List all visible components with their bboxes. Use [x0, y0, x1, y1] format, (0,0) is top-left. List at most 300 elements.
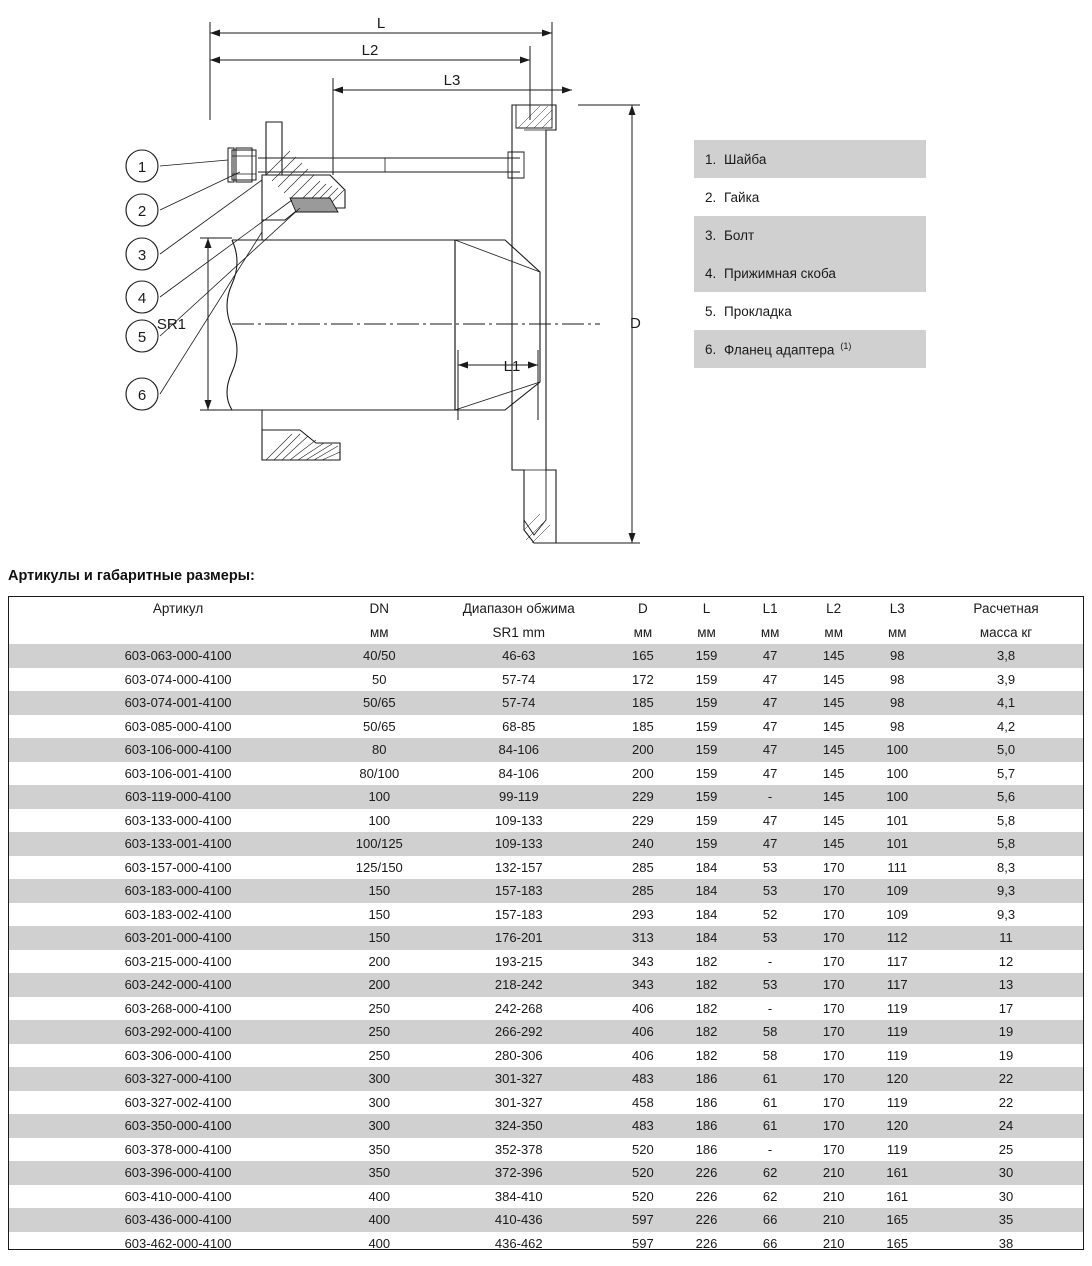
cell-l3: 119	[886, 1141, 908, 1157]
table-row	[9, 926, 1083, 950]
cell-range: 436-462	[494, 1235, 543, 1251]
cell-dn: 300	[332, 1114, 426, 1138]
cell-dn: 150	[368, 906, 391, 922]
cell-mass: 17	[998, 1000, 1014, 1016]
cell-l1: 62	[762, 1188, 778, 1204]
cell-dn: 200	[368, 953, 391, 969]
table-row	[9, 1044, 1083, 1068]
cell-l: 184	[695, 859, 718, 875]
cell-l3: 100	[865, 738, 929, 762]
cell-l2: 170	[822, 859, 845, 875]
cell-l3: 112	[865, 926, 929, 950]
cell-d: 343	[632, 953, 654, 969]
cell-dn: 350	[332, 1161, 426, 1185]
cell-l: 184	[675, 879, 739, 903]
table-row	[9, 715, 1083, 739]
table-row	[9, 1114, 1083, 1138]
cell-l2: 145	[822, 812, 845, 828]
cell-d: 185	[632, 718, 654, 734]
cell-l3: 111	[887, 859, 908, 875]
cell-article: 603-350-000-4100	[9, 1114, 332, 1138]
cell-l: 186	[675, 1114, 739, 1138]
dimensions-table	[9, 597, 1083, 1255]
dim-label-L: L	[376, 15, 386, 32]
header-article: Артикул	[152, 601, 204, 616]
cell-range: 68-85	[502, 718, 536, 734]
cell-d: 185	[611, 691, 675, 715]
cell-d: 200	[611, 738, 675, 762]
cell-l1: 61	[738, 1114, 802, 1138]
table-heading: Артикулы и габаритные размеры:	[8, 568, 255, 584]
cell-l: 182	[675, 1020, 739, 1044]
cell-dn: 80	[332, 738, 426, 762]
cell-range: 84-106	[426, 738, 611, 762]
table-row	[9, 997, 1083, 1021]
header-range-unit: SR1 mm	[492, 624, 546, 640]
cell-range: 280-306	[494, 1047, 543, 1063]
dimensions-table-wrapper	[8, 596, 1084, 1250]
cell-l2: 210	[802, 1208, 866, 1232]
cell-d: 483	[611, 1114, 675, 1138]
cell-l1: 47	[762, 765, 778, 781]
cell-article: 603-378-000-4100	[124, 1141, 232, 1157]
cell-mass: 25	[998, 1141, 1014, 1157]
header-l-unit: мм	[697, 624, 716, 640]
cell-l2: 145	[802, 691, 866, 715]
cell-mass: 22	[998, 1094, 1014, 1110]
legend-label-2: Гайка	[724, 189, 760, 205]
cell-l1: 47	[762, 718, 778, 734]
cell-l1: 66	[762, 1235, 778, 1251]
cell-l3: 161	[886, 1188, 909, 1204]
cell-dn: 250	[332, 1020, 426, 1044]
table-row	[9, 879, 1083, 903]
legend-number-6: 6.	[705, 341, 717, 357]
cell-article: 603-436-000-4100	[9, 1208, 332, 1232]
dim-label-L1: L1	[503, 358, 521, 375]
cell-range: 157-183	[426, 879, 611, 903]
header-dn-unit: мм	[370, 624, 389, 640]
cell-range: 242-268	[494, 1000, 543, 1016]
cell-l3: 100	[886, 765, 909, 781]
cell-article: 603-133-000-4100	[124, 812, 232, 828]
cell-l2: 170	[802, 1114, 866, 1138]
cell-l3: 119	[865, 1020, 929, 1044]
cell-l: 159	[695, 671, 718, 687]
table-row	[9, 1208, 1083, 1232]
dim-label-L2: L2	[361, 42, 379, 59]
cell-l: 226	[695, 1235, 718, 1251]
cell-dn: 50/65	[363, 718, 396, 734]
header-l: L	[702, 601, 711, 616]
cell-l: 159	[695, 765, 718, 781]
table-row	[9, 785, 1083, 809]
header-d: D	[638, 601, 648, 616]
cell-article: 603-133-001-4100	[9, 832, 332, 856]
cell-l2: 170	[822, 1000, 845, 1016]
cell-mass: 19	[929, 1020, 1083, 1044]
cell-l3: 98	[865, 644, 929, 668]
cell-range: 372-396	[426, 1161, 611, 1185]
cell-l1: 47	[738, 691, 802, 715]
cell-dn: 40/50	[332, 644, 426, 668]
cell-dn: 100	[332, 785, 426, 809]
cell-l: 182	[695, 953, 718, 969]
cell-article: 603-201-000-4100	[9, 926, 332, 950]
cell-l2: 145	[802, 785, 866, 809]
cell-l2: 170	[822, 1047, 845, 1063]
dim-label-SR1: SR1	[156, 316, 186, 333]
cell-mass: 11	[929, 926, 1083, 950]
cell-article: 603-242-000-4100	[9, 973, 332, 997]
header-mass-unit: масса кг	[979, 624, 1033, 640]
cell-d: 285	[611, 879, 675, 903]
technical-drawing	[0, 0, 1092, 560]
table-header-row-1	[9, 597, 1083, 621]
cell-mass: 5,8	[997, 812, 1016, 828]
cell-l2: 170	[802, 973, 866, 997]
cell-l3: 98	[890, 718, 905, 734]
cell-range: 132-157	[494, 859, 543, 875]
cell-l2: 170	[822, 906, 845, 922]
legend-number-2: 2.	[705, 189, 717, 205]
cell-l1: 47	[762, 812, 778, 828]
table-row	[9, 1138, 1083, 1162]
cell-d: 229	[632, 812, 654, 828]
cell-l2: 170	[802, 1020, 866, 1044]
cell-mass: 3,9	[997, 671, 1016, 687]
header-range: Диапазон обжима	[462, 601, 575, 616]
cell-range: 193-215	[494, 953, 543, 969]
cell-l3: 120	[865, 1067, 929, 1091]
cell-range: 157-183	[494, 906, 543, 922]
cell-mass: 3,8	[929, 644, 1083, 668]
cell-mass: 5,7	[997, 765, 1016, 781]
cell-mass: 19	[998, 1047, 1014, 1063]
legend-label-4: Прижимная скоба	[724, 265, 836, 281]
cell-l1: 52	[762, 906, 778, 922]
cell-l: 182	[675, 973, 739, 997]
table-row	[9, 1185, 1083, 1209]
cell-article: 603-106-001-4100	[124, 765, 232, 781]
cell-range: 266-292	[426, 1020, 611, 1044]
cell-dn: 50	[372, 671, 387, 687]
cell-l: 226	[675, 1208, 739, 1232]
cell-l1: 58	[762, 1047, 778, 1063]
cell-l3: 165	[865, 1208, 929, 1232]
cell-mass: 5,6	[929, 785, 1083, 809]
table-row	[9, 809, 1083, 833]
cell-mass: 30	[929, 1161, 1083, 1185]
header-l3-unit: мм	[888, 624, 907, 640]
table-row	[9, 1232, 1083, 1256]
cell-range: 176-201	[426, 926, 611, 950]
cell-range: 99-119	[426, 785, 611, 809]
cell-l1: -	[738, 785, 802, 809]
cell-d: 240	[611, 832, 675, 856]
cell-range: 57-74	[426, 691, 611, 715]
cell-l1: 53	[738, 973, 802, 997]
cell-dn: 125/150	[355, 859, 403, 875]
cell-range: 301-327	[426, 1067, 611, 1091]
cell-article: 603-119-000-4100	[9, 785, 332, 809]
cell-dn: 250	[368, 1000, 391, 1016]
cell-mass: 5,0	[929, 738, 1083, 762]
cell-mass: 38	[998, 1235, 1014, 1251]
cell-l1: 66	[738, 1208, 802, 1232]
table-row	[9, 691, 1083, 715]
cell-mass: 5,8	[929, 832, 1083, 856]
cell-range: 410-436	[426, 1208, 611, 1232]
cell-l3: 109	[865, 879, 929, 903]
cell-mass: 35	[929, 1208, 1083, 1232]
cell-mass: 8,3	[997, 859, 1016, 875]
cell-dn: 400	[368, 1188, 391, 1204]
cell-article: 603-157-000-4100	[124, 859, 232, 875]
cell-l1: 47	[738, 832, 802, 856]
legend-number-1: 1.	[705, 151, 717, 167]
cell-article: 603-183-002-4100	[124, 906, 232, 922]
table-row	[9, 1020, 1083, 1044]
callout-3: 3	[137, 247, 147, 264]
cell-l: 159	[675, 785, 739, 809]
adapter-flange-drawing	[0, 0, 700, 560]
cell-d: 406	[632, 1047, 654, 1063]
header-d-unit: мм	[633, 624, 653, 640]
cell-l1: 47	[738, 738, 802, 762]
legend-label-1: Шайба	[724, 151, 767, 167]
cell-l1: 47	[738, 644, 802, 668]
table-header-row-2	[9, 621, 1083, 645]
cell-d: 520	[632, 1141, 654, 1157]
cell-range: 84-106	[498, 765, 540, 781]
cell-range: 109-133	[494, 812, 543, 828]
cell-dn: 300	[332, 1067, 426, 1091]
cell-d: 520	[611, 1161, 675, 1185]
cell-l: 159	[695, 718, 718, 734]
cell-l3: 120	[865, 1114, 929, 1138]
dim-label-L3: L3	[443, 72, 461, 89]
cell-article: 603-306-000-4100	[124, 1047, 232, 1063]
cell-mass: 4,2	[997, 718, 1016, 734]
cell-l2: 145	[822, 671, 845, 687]
cell-dn: 50/65	[332, 691, 426, 715]
cell-l3: 98	[865, 691, 929, 715]
cell-l1: 53	[738, 879, 802, 903]
table-row	[9, 668, 1083, 692]
cell-l: 184	[695, 906, 718, 922]
cell-article: 603-327-002-4100	[124, 1094, 232, 1110]
cell-l3: 119	[886, 1047, 908, 1063]
cell-d: 597	[611, 1208, 675, 1232]
cell-l3: 119	[886, 1094, 908, 1110]
cell-l3: 165	[886, 1235, 909, 1251]
cell-d: 229	[611, 785, 675, 809]
cell-mass: 24	[929, 1114, 1083, 1138]
cell-l1: 53	[738, 926, 802, 950]
cell-l2: 145	[802, 738, 866, 762]
cell-d: 597	[632, 1235, 654, 1251]
cell-dn: 80/100	[359, 765, 400, 781]
cell-d: 313	[611, 926, 675, 950]
cell-article: 603-085-000-4100	[124, 718, 232, 734]
cell-l2: 145	[802, 644, 866, 668]
cell-l1: 58	[738, 1020, 802, 1044]
legend-label-6-text: Фланец адаптера	[724, 342, 835, 358]
cell-mass: 30	[998, 1188, 1014, 1204]
cell-dn: 250	[368, 1047, 391, 1063]
cell-l: 159	[675, 691, 739, 715]
cell-article: 603-074-000-4100	[124, 671, 232, 687]
cell-d: 165	[611, 644, 675, 668]
cell-l2: 210	[802, 1161, 866, 1185]
cell-dn: 400	[332, 1208, 426, 1232]
cell-l3: 117	[865, 973, 929, 997]
header-article-unit	[9, 621, 332, 645]
table-row	[9, 856, 1083, 880]
cell-l3: 100	[865, 785, 929, 809]
legend-number-4: 4.	[705, 265, 717, 281]
cell-l: 159	[675, 644, 739, 668]
cell-l3: 117	[886, 953, 908, 969]
cell-article: 603-327-000-4100	[9, 1067, 332, 1091]
cell-d: 483	[611, 1067, 675, 1091]
cell-range: 324-350	[426, 1114, 611, 1138]
cell-mass: 22	[929, 1067, 1083, 1091]
cell-l2: 210	[822, 1235, 845, 1251]
cell-l1: 62	[738, 1161, 802, 1185]
cell-l2: 170	[822, 1094, 845, 1110]
cell-article: 603-462-000-4100	[124, 1235, 232, 1251]
cell-l: 159	[695, 812, 718, 828]
cell-article: 603-074-001-4100	[9, 691, 332, 715]
header-l2-unit: мм	[824, 624, 843, 640]
table-row	[9, 738, 1083, 762]
cell-d: 406	[611, 1020, 675, 1044]
legend-label-5: Прокладка	[724, 303, 792, 319]
legend-item-3	[694, 216, 926, 254]
cell-dn: 300	[368, 1094, 391, 1110]
header-l2: L2	[826, 601, 842, 616]
cell-d: 293	[632, 906, 654, 922]
cell-d: 200	[632, 765, 654, 781]
cell-article: 603-396-000-4100	[9, 1161, 332, 1185]
cell-l1: 61	[762, 1094, 778, 1110]
cell-l1: -	[767, 1000, 773, 1016]
cell-l: 159	[675, 832, 739, 856]
cell-range: 46-63	[426, 644, 611, 668]
cell-d: 520	[632, 1188, 654, 1204]
cell-l3: 101	[865, 832, 929, 856]
legend-item-4	[694, 254, 926, 292]
cell-article: 603-215-000-4100	[124, 953, 232, 969]
parts-legend	[694, 140, 926, 368]
legend-item-2	[694, 178, 926, 216]
callout-6: 6	[137, 387, 147, 404]
cell-range: 57-74	[502, 671, 536, 687]
cell-l: 226	[695, 1188, 718, 1204]
cell-l2: 145	[822, 718, 845, 734]
cell-l: 159	[675, 738, 739, 762]
legend-number-3: 3.	[705, 227, 717, 243]
cell-l1: -	[767, 1141, 773, 1157]
dim-label-D: D	[630, 315, 641, 332]
cell-l: 184	[675, 926, 739, 950]
cell-l3: 109	[886, 906, 909, 922]
cell-l3: 98	[890, 671, 905, 687]
cell-l1: 61	[738, 1067, 802, 1091]
header-l1-unit: мм	[760, 624, 780, 640]
legend-item-1	[694, 140, 926, 178]
cell-article: 603-063-000-4100	[9, 644, 332, 668]
table-row	[9, 1161, 1083, 1185]
cell-mass: 9,3	[929, 879, 1083, 903]
cell-l: 186	[695, 1094, 718, 1110]
callout-5: 5	[137, 329, 147, 346]
callout-4: 4	[137, 290, 147, 307]
callout-1: 1	[137, 159, 147, 176]
cell-l1: 47	[762, 671, 778, 687]
table-row	[9, 1091, 1083, 1115]
cell-range: 218-242	[426, 973, 611, 997]
cell-mass: 13	[929, 973, 1083, 997]
cell-dn: 100	[368, 812, 391, 828]
table-row	[9, 832, 1083, 856]
cell-range: 384-410	[494, 1188, 543, 1204]
cell-d: 406	[632, 1000, 654, 1016]
cell-article: 603-268-000-4100	[124, 1000, 232, 1016]
cell-l3: 101	[886, 812, 909, 828]
cell-l2: 170	[822, 1141, 845, 1157]
cell-l3: 119	[886, 1000, 908, 1016]
cell-d: 285	[632, 859, 654, 875]
cell-dn: 100/125	[332, 832, 426, 856]
cell-l3: 161	[865, 1161, 929, 1185]
cell-article: 603-106-000-4100	[9, 738, 332, 762]
cell-mass: 4,1	[929, 691, 1083, 715]
cell-mass: 12	[998, 953, 1014, 969]
cell-l2: 145	[802, 832, 866, 856]
cell-dn: 350	[368, 1141, 391, 1157]
legend-item-6	[694, 330, 926, 368]
cell-article: 603-410-000-4100	[124, 1188, 232, 1204]
table-row	[9, 762, 1083, 786]
table-row	[9, 1067, 1083, 1091]
cell-l2: 170	[802, 879, 866, 903]
cell-range: 301-327	[494, 1094, 543, 1110]
cell-article: 603-183-000-4100	[9, 879, 332, 903]
cell-mass: 9,3	[997, 906, 1016, 922]
cell-l2: 170	[802, 926, 866, 950]
legend-footnote-marker: (1)	[840, 340, 852, 351]
cell-l2: 170	[802, 1067, 866, 1091]
table-row	[9, 973, 1083, 997]
cell-l: 186	[675, 1067, 739, 1091]
header-dn: DN	[369, 601, 390, 616]
table-row	[9, 903, 1083, 927]
cell-l: 182	[695, 1000, 718, 1016]
cell-d: 458	[632, 1094, 654, 1110]
cell-l: 226	[675, 1161, 739, 1185]
table-row	[9, 950, 1083, 974]
cell-dn: 150	[332, 926, 426, 950]
header-mass: Расчетная	[973, 601, 1039, 616]
cell-l1: -	[767, 953, 773, 969]
cell-l2: 145	[822, 765, 845, 781]
cell-article: 603-292-000-4100	[9, 1020, 332, 1044]
cell-l2: 210	[822, 1188, 845, 1204]
cell-l2: 170	[822, 953, 845, 969]
